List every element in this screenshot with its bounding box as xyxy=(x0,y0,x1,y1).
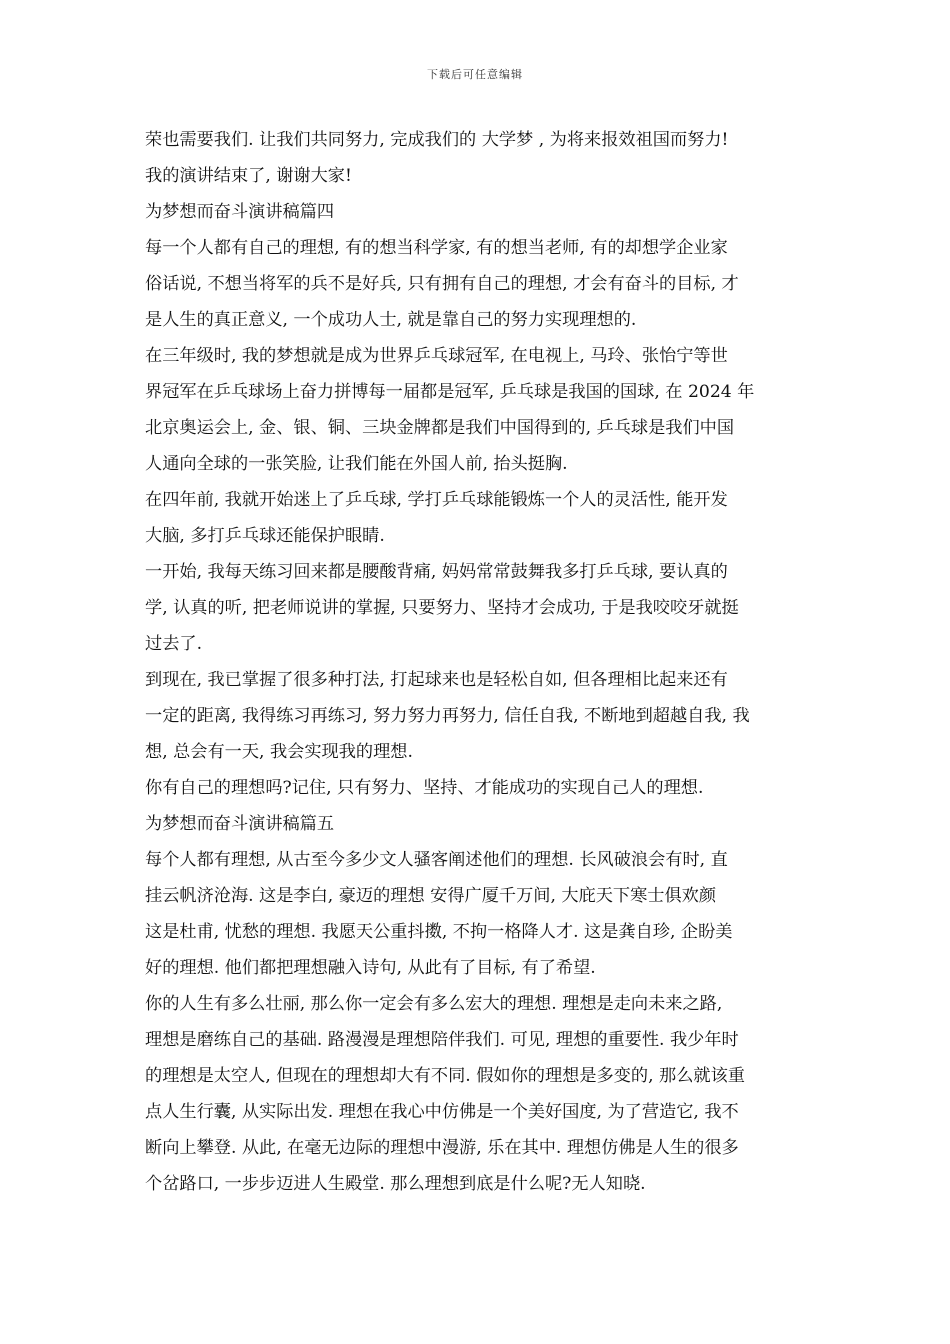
text-line: 点人生行囊, 从实际出发. 理想在我心中仿佛是一个美好国度, 为了营造它, 我不 xyxy=(145,1102,739,1122)
text-line: 学, 认真的听, 把老师说讲的掌握, 只要努力、坚持才会成功, 于是我咬咬牙就挺 xyxy=(145,598,739,618)
document-body xyxy=(145,122,813,1202)
text-line: 你有自己的理想吗?记住, 只有努力、坚持、才能成功的实现自己人的理想. xyxy=(145,778,704,798)
text-line: 一定的距离, 我得练习再练习, 努力努力再努力, 信任自我, 不断地到超越自我, 我 xyxy=(145,706,750,726)
text-line: 我的演讲结束了, 谢谢大家! xyxy=(145,166,352,186)
section-heading: 为梦想而奋斗演讲稿篇四 xyxy=(145,202,335,222)
text-line: 想, 总会有一天, 我会实现我的理想. xyxy=(145,742,413,762)
text-line: 到现在, 我已掌握了很多种打法, 打起球来也是轻松自如, 但各理相比起来还有 xyxy=(145,670,728,690)
text-line: 俗话说, 不想当将军的兵不是好兵, 只有拥有自己的理想, 才会有奋斗的目标, 才 xyxy=(145,274,739,294)
text-line: 一开始, 我每天练习回来都是腰酸背痛, 妈妈常常鼓舞我多打乒乓球, 要认真的 xyxy=(145,562,728,582)
text-line: 过去了. xyxy=(145,634,203,654)
text-line: 人通向全球的一张笑脸, 让我们能在外国人前, 抬头挺胸. xyxy=(145,454,568,474)
text-line: 在三年级时, 我的梦想就是成为世界乒乓球冠军, 在电视上, 马玲、张怡宁等世 xyxy=(145,346,728,366)
text-line: 每个人都有理想, 从古至今多少文人骚客阐述他们的理想. 长风破浪会有时, 直 xyxy=(145,850,728,870)
page-header-note: 下载后可任意编辑 xyxy=(427,68,523,81)
text-line: 理想是磨练自己的基础. 路漫漫是理想陪伴我们. 可见, 理想的重要性. 我少年时 xyxy=(145,1030,739,1050)
text-line: 的理想是太空人, 但现在的理想却大有不同. 假如你的理想是多变的, 那么就该重 xyxy=(145,1066,745,1086)
text-line: 在四年前, 我就开始迷上了乒乓球, 学打乒乓球能锻炼一个人的灵活性, 能开发 xyxy=(145,490,728,510)
text-line: 你的人生有多么壮丽, 那么你一定会有多么宏大的理想. 理想是走向未来之路, xyxy=(145,994,723,1014)
text-line: 这是杜甫, 忧愁的理想. 我愿天公重抖擞, 不拘一格降人才. 这是龚自珍, 企盼美 xyxy=(145,922,733,942)
text-line: 个岔路口, 一步步迈进人生殿堂. 那么理想到底是什么呢?无人知晓. xyxy=(145,1174,646,1194)
text-line: 每一个人都有自己的理想, 有的想当科学家, 有的想当老师, 有的却想学企业家 xyxy=(145,238,728,258)
text-line: 是人生的真正意义, 一个成功人士, 就是靠自己的努力实现理想的. xyxy=(145,310,637,330)
text-line: 大脑, 多打乒乓球还能保护眼睛. xyxy=(145,526,385,546)
text-line: 好的理想. 他们都把理想融入诗句, 从此有了目标, 有了希望. xyxy=(145,958,596,978)
text-line: 北京奥运会上, 金、银、铜、三块金牌都是我们中国得到的, 乒乓球是我们中国 xyxy=(145,418,735,438)
section-heading: 为梦想而奋斗演讲稿篇五 xyxy=(145,814,335,834)
text-line: 挂云帆济沧海. 这是李白, 豪迈的理想 安得广厦千万间, 大庇天下寒士俱欢颜 xyxy=(145,886,717,906)
text-line: 断向上攀登. 从此, 在毫无边际的理想中漫游, 乐在其中. 理想仿佛是人生的很多 xyxy=(145,1138,739,1158)
text-line: 荣也需要我们. 让我们共同努力, 完成我们的 大学梦 , 为将来报效祖国而努力! xyxy=(145,130,729,150)
text-line: 界冠军在乒乓球场上奋力拼博每一届都是冠军, 乒乓球是我国的国球, 在 2024 年 xyxy=(145,382,755,402)
